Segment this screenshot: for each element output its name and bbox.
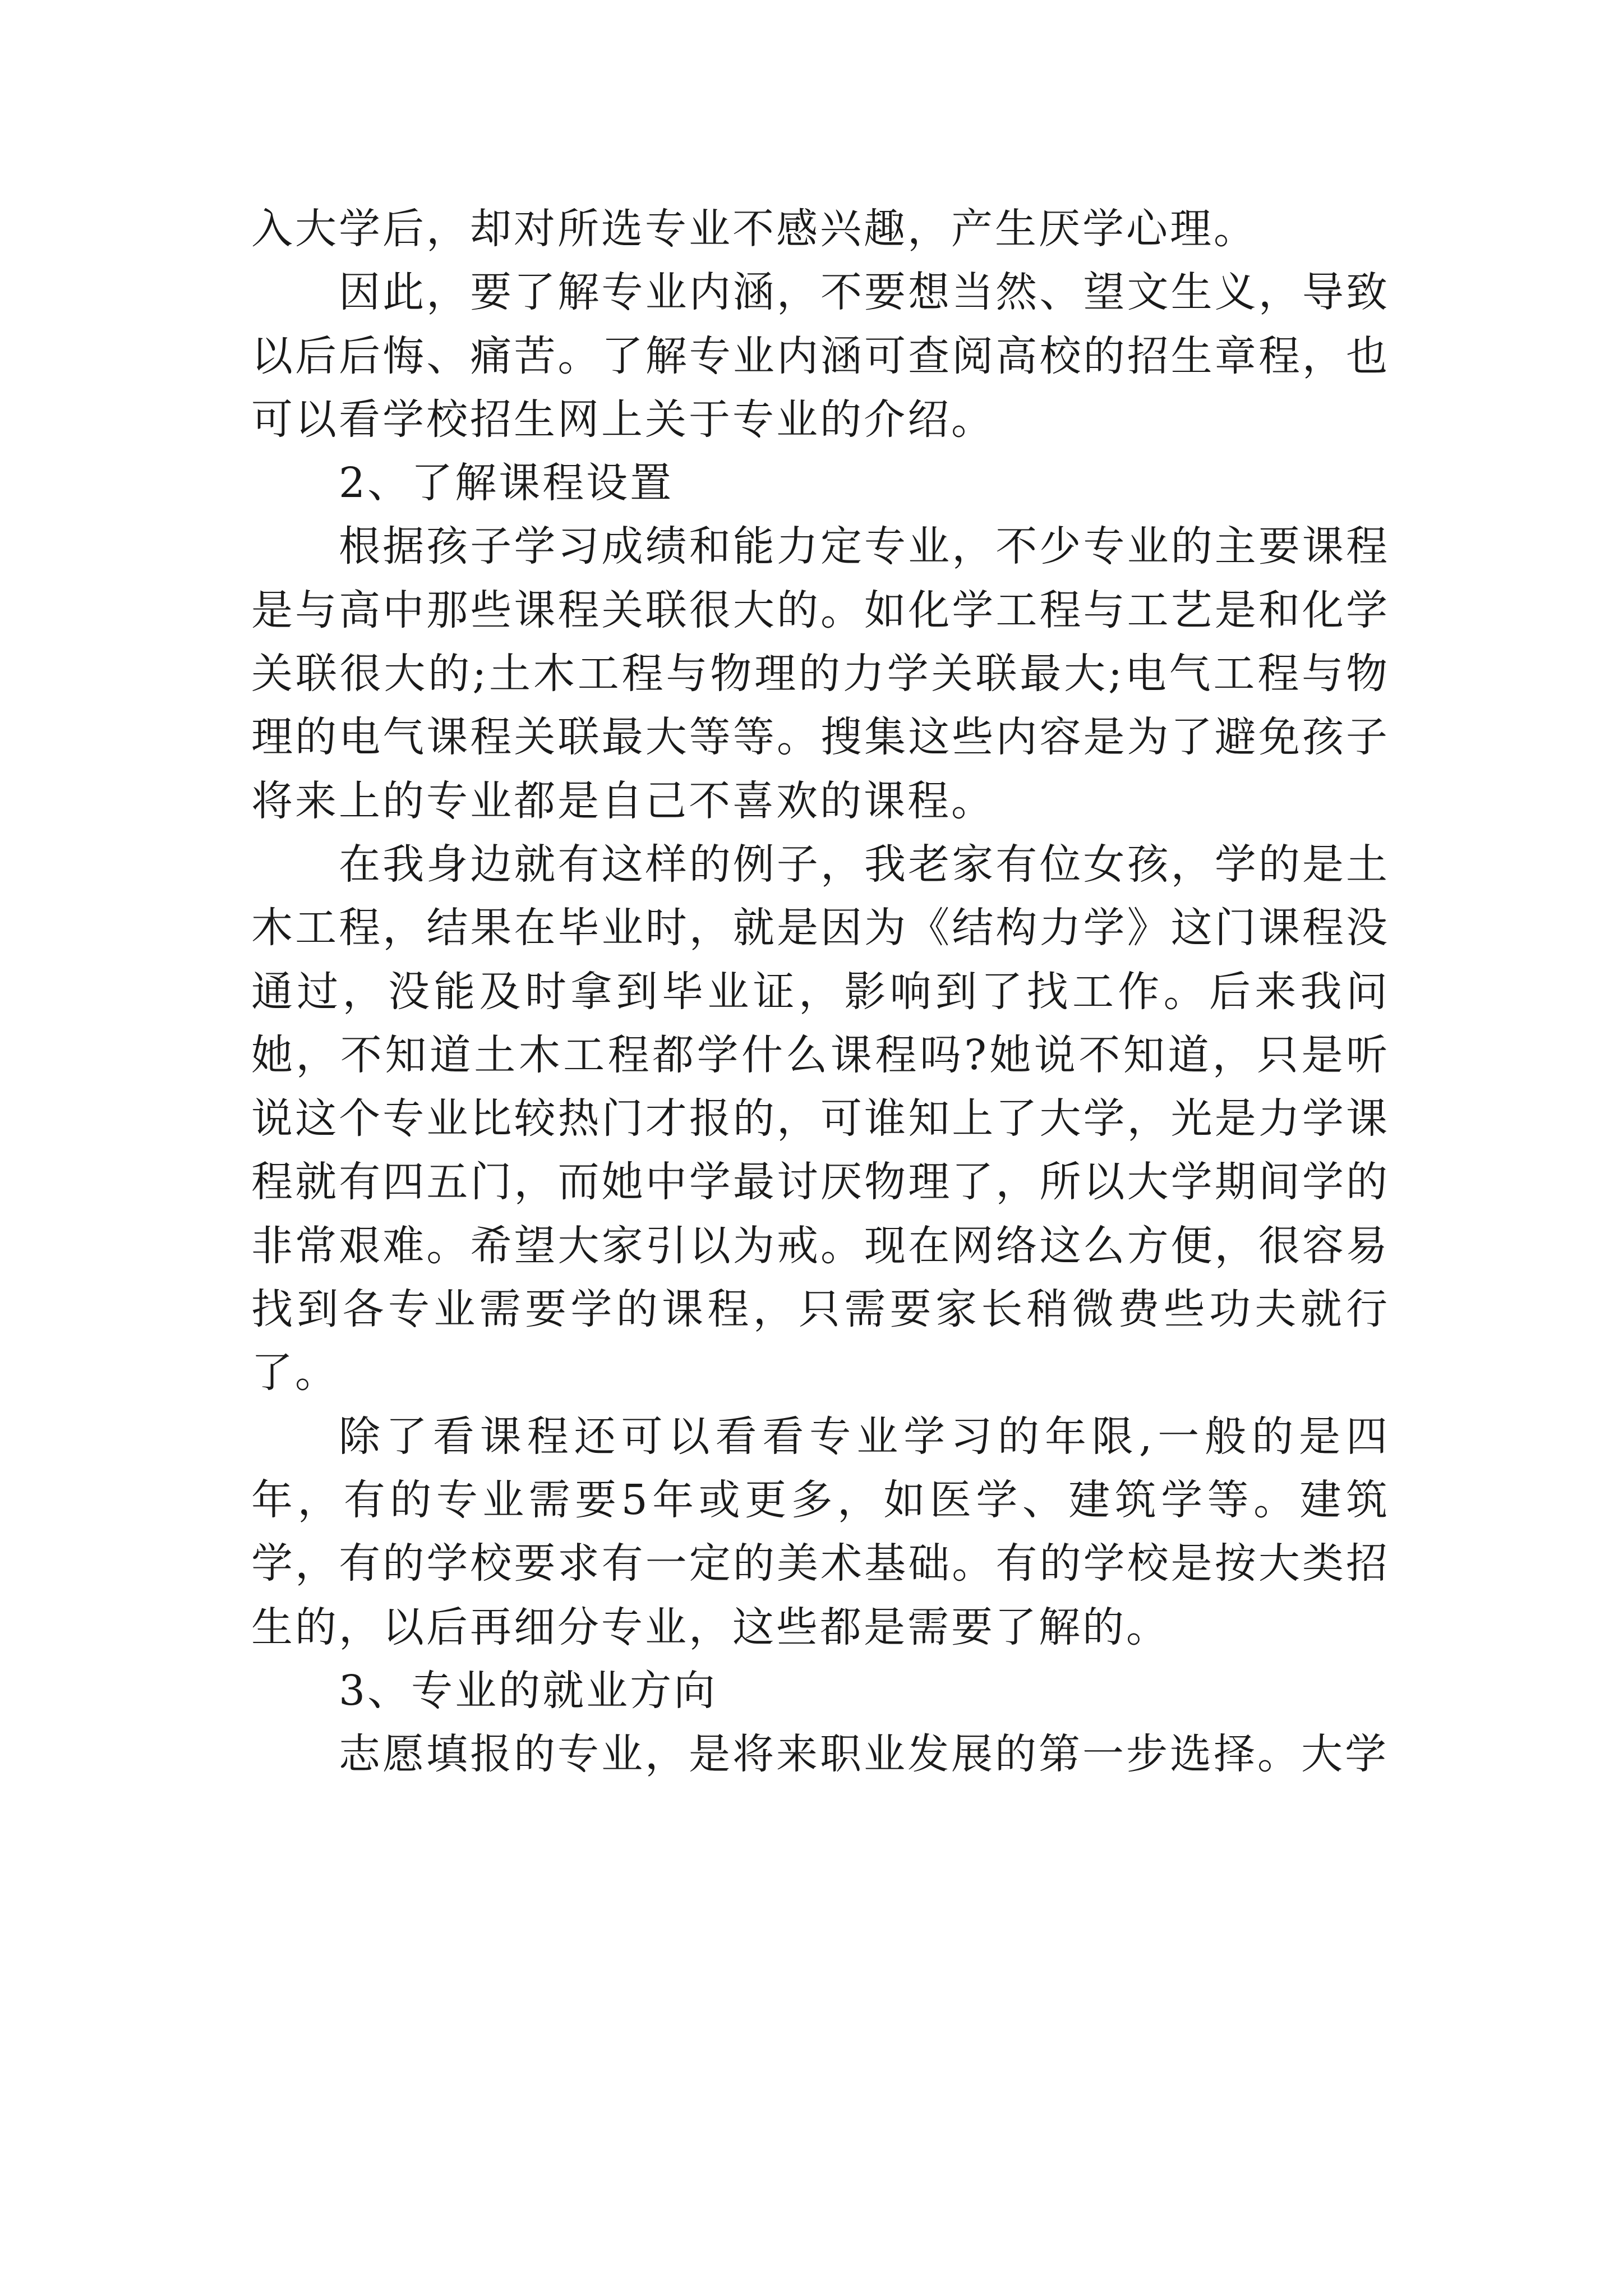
paragraph-4: 在我身边就有这样的例子，我老家有位女孩，学的是土木工程，结果在毕业时，就是因为《结构力学》这门课程没通过，没能及时拿到毕业证，影响到了找工作。后来我问她，不知道土木工程都学什么课程吗?她说不知道，只是听说这个专业比较热门才报的，可谁知上了大学，光是力学课程就有四五门，而她中学最讨厌物理了，所以大学期间学的非常艰难。希望大家引以为戒。现在网络这么方便，很容易找到各专业需要学的课程，只需要家长稍微费些功夫就行了。 xyxy=(251,840,1390,1397)
paragraph-5: 除了看课程还可以看看专业学习的年限,一般的是四年，有的专业需要5年或更多，如医学、建筑学等。建筑学，有的学校要求有一定的美术基础。有的学校是按大类招生的，以后再细分专业，这些都是需要了解的。 xyxy=(251,1412,1390,1651)
paragraph-1: 入大学后，却对所选专业不感兴趣，产生厌学心理。 xyxy=(251,205,1257,253)
body-text xyxy=(251,197,1390,1786)
section-heading-2: 2、了解课程设置 xyxy=(339,459,674,508)
paragraph-2: 因此，要了解专业内涵，不要想当然、望文生义，导致以后后悔、痛苦。了解专业内涵可查阅高校的招生章程，也可以看学校招生网上关于专业的介绍。 xyxy=(251,268,1390,444)
paragraph-6: 志愿填报的专业，是将来职业发展的第一步选择。大学 xyxy=(339,1730,1389,1779)
section-heading-3: 3、专业的就业方向 xyxy=(339,1666,718,1715)
paragraph-3: 根据孩子学习成绩和能力定专业，不少专业的主要课程是与高中那些课程关联很大的。如化学工程与工艺是和化学关联很大的;土木工程与物理的力学关联最大;电气工程与物理的电气课程关联最大等等。搜集这些内容是为了避免孩子将来上的专业都是自己不喜欢的课程。 xyxy=(251,522,1390,825)
